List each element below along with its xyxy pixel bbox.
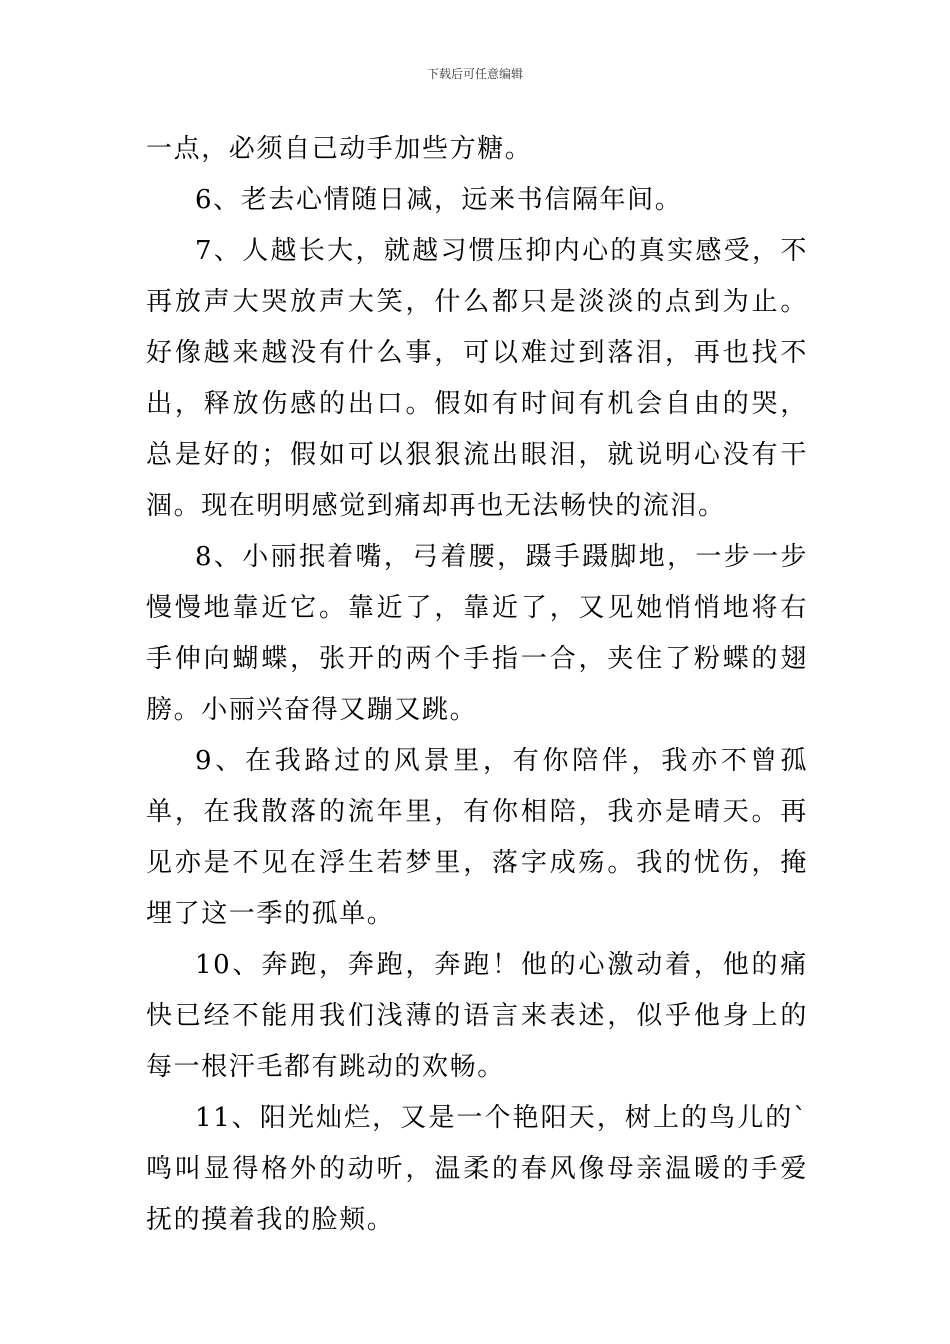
paragraph-7: 7、人越长大，就越习惯压抑内心的真实感受，不再放声大哭放声大笑，什么都只是淡淡的点到为止。好像越来越没有什么事，可以难过到落泪，再也找不出，释放伤感的出口。假如有时间有机会自由的哭，总是好的；假如可以狠狠流出眼泪，就说明心没有干涸。现在明明感觉到痛却再也无法畅快的流泪。 — [146, 236, 808, 521]
paragraph-8: 8、小丽抿着嘴，弓着腰，蹑手蹑脚地，一步一步慢慢地靠近它。靠近了，靠近了，又见她悄悄地将右手伸向蝴蝶，张开的两个手指一合，夹住了粉蝶的翅膀。小丽兴奋得又蹦又跳。 — [146, 542, 808, 725]
paragraph-9: 9、在我路过的风景里，有你陪伴，我亦不曾孤单，在我散落的流年里，有你相陪，我亦是晴天。再见亦是不见在浮生若梦里，落字成殇。我的忧伤，掩埋了这一季的孤单。 — [146, 746, 808, 929]
document-body — [146, 124, 808, 1246]
page-header: 下载后可任意编辑 — [426, 67, 523, 81]
paragraph-continuation: 一点，必须自己动手加些方糖。 — [146, 134, 533, 164]
paragraph-11: 11、阳光灿烂，又是一个艳阳天，树上的鸟儿的`鸣叫显得格外的动听，温柔的春风像母亲温暖的手爱抚的摸着我的脸颊。 — [146, 1103, 808, 1235]
paragraph-6: 6、老去心情随日减，远来书信隔年间。 — [195, 185, 683, 215]
paragraph-10: 10、奔跑，奔跑，奔跑！他的心激动着，他的痛快已经不能用我们浅薄的语言来表述，似乎他身上的每一根汗毛都有跳动的欢畅。 — [146, 950, 808, 1082]
